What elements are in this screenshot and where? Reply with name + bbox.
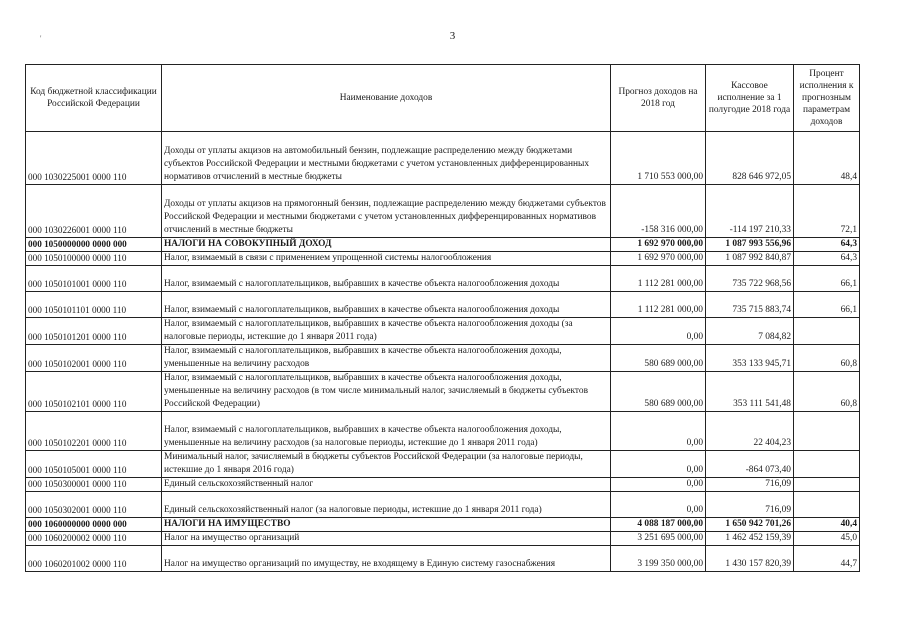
row-name: НАЛОГИ НА СОВОКУПНЫЙ ДОХОД — [162, 238, 611, 252]
row-forecast: 3 199 350 000,00 — [611, 546, 706, 572]
row-name: Налог, взимаемый с налогоплательщиков, выбравших в качестве объекта налогообложения доходы, уменьшенные на величину расходов — [162, 345, 611, 372]
row-code: 000 1050101001 0000 110 — [26, 266, 162, 292]
row-percent: 60,8 — [794, 345, 860, 372]
row-code: 000 1050300001 0000 110 — [26, 478, 162, 492]
row-name: Доходы от уплаты акцизов на автомобильный бензин, подлежащие распределению между бюджетами субъектов Российской Федерации и местными бюджетами с учетом установленных дифференцированных нормативов отчислений в местные бюджеты — [162, 132, 611, 185]
table-row — [26, 451, 860, 478]
row-execution: -864 073,40 — [706, 451, 794, 478]
table-row — [26, 266, 860, 292]
row-forecast: 0,00 — [611, 492, 706, 518]
row-execution: 353 111 541,48 — [706, 372, 794, 412]
row-percent: 64,3 — [794, 238, 860, 252]
row-execution: 716,09 — [706, 478, 794, 492]
row-name: Налог, взимаемый с налогоплательщиков, выбравших в качестве объекта налогообложения доходы — [162, 266, 611, 292]
table-row — [26, 238, 860, 252]
income-table — [25, 64, 860, 572]
row-code: 000 1060201002 0000 110 — [26, 546, 162, 572]
header-execution: Кассовое исполнение за 1 полугодие 2018 года — [706, 65, 794, 132]
row-name: Единый сельскохозяйственный налог — [162, 478, 611, 492]
row-name: НАЛОГИ НА ИМУЩЕСТВО — [162, 518, 611, 532]
header-forecast: Прогноз доходов на 2018 год — [611, 65, 706, 132]
table-header-row — [26, 65, 860, 132]
row-percent: 72,1 — [794, 185, 860, 238]
row-execution: 735 722 968,56 — [706, 266, 794, 292]
row-execution: 735 715 883,74 — [706, 292, 794, 318]
row-forecast: 0,00 — [611, 478, 706, 492]
row-forecast: 1 112 281 000,00 — [611, 266, 706, 292]
row-forecast: 0,00 — [611, 412, 706, 451]
table-row — [26, 252, 860, 266]
row-forecast: 1 112 281 000,00 — [611, 292, 706, 318]
table-row — [26, 492, 860, 518]
row-execution: 1 087 993 556,96 — [706, 238, 794, 252]
row-name: Доходы от уплаты акцизов на прямогонный бензин, подлежащие распределению между бюджетами субъектов Российской Федерации и местными бюджетами с учетом установленных дифференцированных нормативов отчислений в местные бюджеты — [162, 185, 611, 238]
scan-mark: ' — [40, 34, 42, 43]
table-row — [26, 532, 860, 546]
row-name: Налог на имущество организаций — [162, 532, 611, 546]
table-row — [26, 292, 860, 318]
row-code: 000 1050102201 0000 110 — [26, 412, 162, 451]
row-name: Налог, взимаемый с налогоплательщиков, выбравших в качестве объекта налогообложения доходы — [162, 292, 611, 318]
row-percent: 40,4 — [794, 518, 860, 532]
table-row — [26, 132, 860, 185]
row-forecast: 4 088 187 000,00 — [611, 518, 706, 532]
row-percent: 66,1 — [794, 266, 860, 292]
row-code: 000 1050100000 0000 110 — [26, 252, 162, 266]
row-execution: 1 650 942 701,26 — [706, 518, 794, 532]
table-row — [26, 518, 860, 532]
row-percent: 66,1 — [794, 292, 860, 318]
row-code: 000 1050102001 0000 110 — [26, 345, 162, 372]
row-percent — [794, 492, 860, 518]
row-percent — [794, 412, 860, 451]
row-code: 000 1060000000 0000 000 — [26, 518, 162, 532]
row-code: 000 1050302001 0000 110 — [26, 492, 162, 518]
row-percent — [794, 318, 860, 345]
row-code: 000 1050101201 0000 110 — [26, 318, 162, 345]
row-name: Налог, взимаемый с налогоплательщиков, выбравших в качестве объекта налогообложения доходы, уменьшенные на величину расходов (за налоговые периоды, истекшие до 1 января 2011 года) — [162, 412, 611, 451]
row-forecast: 0,00 — [611, 318, 706, 345]
row-percent: 48,4 — [794, 132, 860, 185]
row-execution: 1 462 452 159,39 — [706, 532, 794, 546]
row-code: 000 1050000000 0000 000 — [26, 238, 162, 252]
row-forecast: 580 689 000,00 — [611, 345, 706, 372]
table-row — [26, 478, 860, 492]
row-name: Минимальный налог, зачисляемый в бюджеты субъектов Российской Федерации (за налоговые периоды, истекшие до 1 января 2016 года) — [162, 451, 611, 478]
row-forecast: 1 710 553 000,00 — [611, 132, 706, 185]
row-percent: 44,7 — [794, 546, 860, 572]
row-forecast: -158 316 000,00 — [611, 185, 706, 238]
row-forecast: 3 251 695 000,00 — [611, 532, 706, 546]
row-execution: 22 404,23 — [706, 412, 794, 451]
row-execution: -114 197 210,33 — [706, 185, 794, 238]
row-execution: 716,09 — [706, 492, 794, 518]
table-row — [26, 546, 860, 572]
header-code: Код бюджетной классификации Российской Федерации — [26, 65, 162, 132]
row-percent — [794, 478, 860, 492]
row-name: Единый сельскохозяйственный налог (за налоговые периоды, истекшие до 1 января 2011 года) — [162, 492, 611, 518]
row-execution: 353 133 945,71 — [706, 345, 794, 372]
row-forecast: 580 689 000,00 — [611, 372, 706, 412]
table-row — [26, 318, 860, 345]
row-code: 000 1050102101 0000 110 — [26, 372, 162, 412]
table-body — [26, 132, 860, 572]
row-code: 000 1050105001 0000 110 — [26, 451, 162, 478]
row-execution: 1 430 157 820,39 — [706, 546, 794, 572]
row-percent: 60,8 — [794, 372, 860, 412]
row-code: 000 1030225001 0000 110 — [26, 132, 162, 185]
table-row — [26, 412, 860, 451]
row-name: Налог, взимаемый с налогоплательщиков, выбравших в качестве объекта налогообложения доходы, уменьшенные на величину расходов (в том числе минимальный налог, зачисляемый в бюджеты субъектов Российской Федерации) — [162, 372, 611, 412]
row-name: Налог на имущество организаций по имуществу, не входящему в Единую систему газоснабжения — [162, 546, 611, 572]
table-row — [26, 185, 860, 238]
page-number: 3 — [449, 30, 456, 42]
row-execution: 7 084,82 — [706, 318, 794, 345]
row-percent — [794, 451, 860, 478]
row-name: Налог, взимаемый с налогоплательщиков, выбравших в качестве объекта налогообложения доходы (за налоговые периоды, истекшие до 1 января 2011 года) — [162, 318, 611, 345]
row-code: 000 1030226001 0000 110 — [26, 185, 162, 238]
row-code: 000 1060200002 0000 110 — [26, 532, 162, 546]
row-percent: 45,0 — [794, 532, 860, 546]
header-name: Наименование доходов — [162, 65, 611, 132]
table-row — [26, 345, 860, 372]
row-code: 000 1050101101 0000 110 — [26, 292, 162, 318]
row-forecast: 1 692 970 000,00 — [611, 238, 706, 252]
row-name: Налог, взимаемый в связи с применением упрощенной системы налогообложения — [162, 252, 611, 266]
table-row — [26, 372, 860, 412]
row-percent: 64,3 — [794, 252, 860, 266]
row-execution: 828 646 972,05 — [706, 132, 794, 185]
header-percent: Процент исполнения к прогнозным параметрам доходов — [794, 65, 860, 132]
row-execution: 1 087 992 840,87 — [706, 252, 794, 266]
row-forecast: 0,00 — [611, 451, 706, 478]
row-forecast: 1 692 970 000,00 — [611, 252, 706, 266]
